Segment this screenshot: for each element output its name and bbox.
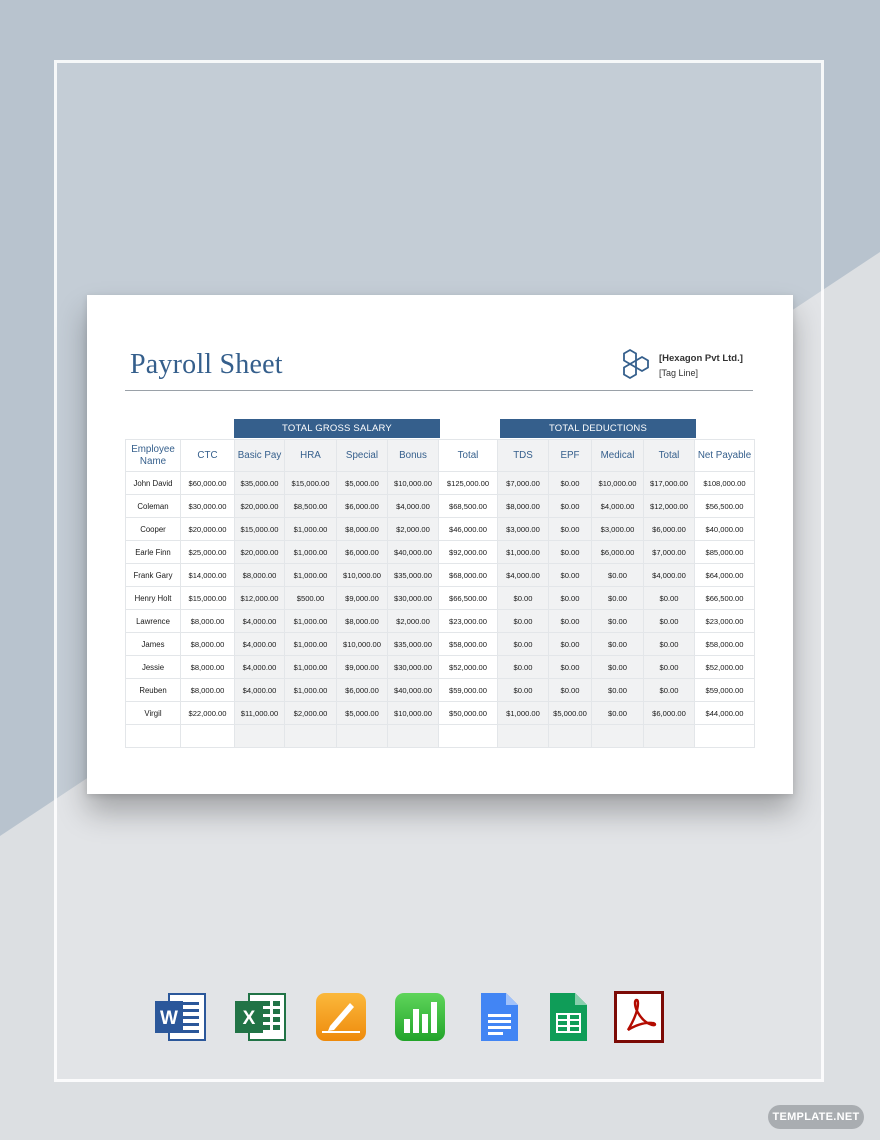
employee-name-cell: Virgil bbox=[126, 702, 181, 725]
table-cell: $6,000.00 bbox=[592, 541, 644, 564]
table-cell: $50,000.00 bbox=[439, 702, 498, 725]
employee-name-cell: Earle Finn bbox=[126, 541, 181, 564]
table-cell: $40,000.00 bbox=[695, 518, 755, 541]
table-cell: $6,000.00 bbox=[644, 518, 695, 541]
table-cell: $12,000.00 bbox=[235, 587, 285, 610]
table-cell: $17,000.00 bbox=[644, 472, 695, 495]
table-cell: $0.00 bbox=[592, 702, 644, 725]
table-cell: $0.00 bbox=[549, 564, 592, 587]
table-cell: $0.00 bbox=[592, 587, 644, 610]
employee-name-cell: John David bbox=[126, 472, 181, 495]
table-cell: $0.00 bbox=[549, 518, 592, 541]
table-cell: $8,000.00 bbox=[181, 633, 235, 656]
excel-icon[interactable] bbox=[233, 990, 287, 1044]
table-cell: $92,000.00 bbox=[439, 541, 498, 564]
table-cell: $0.00 bbox=[498, 587, 549, 610]
table-cell: $0.00 bbox=[498, 610, 549, 633]
column-header: Special bbox=[337, 440, 388, 472]
table-cell: $0.00 bbox=[498, 679, 549, 702]
google-docs-icon[interactable] bbox=[472, 990, 526, 1044]
table-cell: $60,000.00 bbox=[181, 472, 235, 495]
table-cell: $4,000.00 bbox=[592, 495, 644, 518]
empty-cell bbox=[126, 725, 181, 748]
table-cell: $23,000.00 bbox=[695, 610, 755, 633]
table-row bbox=[126, 610, 755, 633]
column-header: Net Payable bbox=[695, 440, 755, 472]
table-cell: $30,000.00 bbox=[181, 495, 235, 518]
pages-icon[interactable] bbox=[314, 990, 368, 1044]
table-cell: $1,000.00 bbox=[285, 541, 337, 564]
table-cell: $2,000.00 bbox=[285, 702, 337, 725]
table-cell: $0.00 bbox=[549, 633, 592, 656]
table-cell: $23,000.00 bbox=[439, 610, 498, 633]
table-cell: $68,500.00 bbox=[439, 495, 498, 518]
page-title: Payroll Sheet bbox=[130, 349, 283, 380]
table-cell: $30,000.00 bbox=[388, 656, 439, 679]
table-cell: $59,000.00 bbox=[695, 679, 755, 702]
total-gross-salary-header: TOTAL GROSS SALARY bbox=[234, 419, 440, 438]
table-cell: $4,000.00 bbox=[235, 610, 285, 633]
table-cell: $56,500.00 bbox=[695, 495, 755, 518]
table-cell: $0.00 bbox=[549, 541, 592, 564]
table-cell: $125,000.00 bbox=[439, 472, 498, 495]
table-cell: $4,000.00 bbox=[235, 679, 285, 702]
table-cell: $0.00 bbox=[592, 633, 644, 656]
table-cell: $6,000.00 bbox=[337, 679, 388, 702]
table-cell: $10,000.00 bbox=[388, 472, 439, 495]
empty-cell bbox=[235, 725, 285, 748]
employee-name-cell: Reuben bbox=[126, 679, 181, 702]
table-cell: $7,000.00 bbox=[498, 472, 549, 495]
table-cell: $10,000.00 bbox=[337, 564, 388, 587]
table-cell: $0.00 bbox=[644, 587, 695, 610]
table-cell: $52,000.00 bbox=[439, 656, 498, 679]
empty-cell bbox=[439, 725, 498, 748]
table-row bbox=[126, 587, 755, 610]
table-cell: $9,000.00 bbox=[337, 587, 388, 610]
table-cell: $0.00 bbox=[549, 472, 592, 495]
column-header: TDS bbox=[498, 440, 549, 472]
column-header: Employee Name bbox=[126, 440, 181, 472]
table-cell: $25,000.00 bbox=[181, 541, 235, 564]
table-cell: $8,000.00 bbox=[181, 656, 235, 679]
column-header: EPF bbox=[549, 440, 592, 472]
table-cell: $8,000.00 bbox=[181, 610, 235, 633]
word-letter: W bbox=[160, 1008, 178, 1029]
empty-cell bbox=[337, 725, 388, 748]
table-cell: $58,000.00 bbox=[439, 633, 498, 656]
table-cell: $108,000.00 bbox=[695, 472, 755, 495]
table-cell: $6,000.00 bbox=[337, 541, 388, 564]
table-cell: $35,000.00 bbox=[235, 472, 285, 495]
table-cell: $7,000.00 bbox=[644, 541, 695, 564]
company-name: [Hexagon Pvt Ltd.] bbox=[659, 353, 743, 364]
table-cell: $5,000.00 bbox=[337, 702, 388, 725]
table-cell: $500.00 bbox=[285, 587, 337, 610]
employee-name-cell: Frank Gary bbox=[126, 564, 181, 587]
table-cell: $85,000.00 bbox=[695, 541, 755, 564]
table-cell: $40,000.00 bbox=[388, 541, 439, 564]
watermark-badge: TEMPLATE.NET bbox=[768, 1105, 864, 1129]
table-row bbox=[126, 495, 755, 518]
adobe-pdf-icon[interactable] bbox=[612, 990, 666, 1044]
empty-cell bbox=[695, 725, 755, 748]
table-cell: $0.00 bbox=[498, 633, 549, 656]
table-cell: $10,000.00 bbox=[592, 472, 644, 495]
employee-name-cell: Henry Holt bbox=[126, 587, 181, 610]
table-row bbox=[126, 518, 755, 541]
table-cell: $35,000.00 bbox=[388, 564, 439, 587]
table-cell: $10,000.00 bbox=[337, 633, 388, 656]
table-cell: $20,000.00 bbox=[235, 541, 285, 564]
table-cell: $0.00 bbox=[549, 679, 592, 702]
table-cell: $11,000.00 bbox=[235, 702, 285, 725]
table-cell: $1,000.00 bbox=[498, 702, 549, 725]
table-cell: $52,000.00 bbox=[695, 656, 755, 679]
table-cell: $10,000.00 bbox=[388, 702, 439, 725]
table-cell: $15,000.00 bbox=[235, 518, 285, 541]
table-cell: $30,000.00 bbox=[388, 587, 439, 610]
table-cell: $0.00 bbox=[592, 610, 644, 633]
table-cell: $66,500.00 bbox=[439, 587, 498, 610]
table-cell: $9,000.00 bbox=[337, 656, 388, 679]
table-header-row bbox=[126, 440, 755, 472]
table-cell: $0.00 bbox=[644, 656, 695, 679]
hexagon-logo-icon bbox=[619, 348, 657, 384]
table-cell: $4,000.00 bbox=[388, 495, 439, 518]
format-icons-row bbox=[0, 990, 880, 1046]
table-cell: $14,000.00 bbox=[181, 564, 235, 587]
employee-name-cell: Coleman bbox=[126, 495, 181, 518]
table-row bbox=[126, 472, 755, 495]
table-cell: $8,000.00 bbox=[235, 564, 285, 587]
table-cell: $1,000.00 bbox=[285, 610, 337, 633]
excel-letter: X bbox=[242, 1008, 256, 1029]
table-cell: $0.00 bbox=[549, 656, 592, 679]
employee-name-cell: Lawrence bbox=[126, 610, 181, 633]
table-cell: $20,000.00 bbox=[235, 495, 285, 518]
table-cell: $58,000.00 bbox=[695, 633, 755, 656]
column-header: Medical bbox=[592, 440, 644, 472]
table-cell: $40,000.00 bbox=[388, 679, 439, 702]
table-cell: $66,500.00 bbox=[695, 587, 755, 610]
table-cell: $8,000.00 bbox=[181, 679, 235, 702]
table-cell: $5,000.00 bbox=[549, 702, 592, 725]
table-cell: $1,000.00 bbox=[285, 656, 337, 679]
table-cell: $0.00 bbox=[549, 610, 592, 633]
table-cell: $0.00 bbox=[644, 610, 695, 633]
table-cell: $22,000.00 bbox=[181, 702, 235, 725]
payroll-table bbox=[125, 439, 755, 748]
table-cell: $1,000.00 bbox=[285, 633, 337, 656]
document-page bbox=[87, 295, 793, 794]
tag-line: [Tag Line] bbox=[659, 368, 699, 378]
empty-cell bbox=[498, 725, 549, 748]
table-cell: $0.00 bbox=[549, 587, 592, 610]
table-cell: $0.00 bbox=[498, 656, 549, 679]
table-cell: $0.00 bbox=[592, 564, 644, 587]
table-cell: $1,000.00 bbox=[285, 564, 337, 587]
table-cell: $4,000.00 bbox=[498, 564, 549, 587]
empty-cell bbox=[644, 725, 695, 748]
table-row bbox=[126, 679, 755, 702]
table-cell: $8,500.00 bbox=[285, 495, 337, 518]
table-cell: $64,000.00 bbox=[695, 564, 755, 587]
table-cell: $6,000.00 bbox=[337, 495, 388, 518]
table-cell: $3,000.00 bbox=[498, 518, 549, 541]
table-cell: $0.00 bbox=[592, 679, 644, 702]
table-cell: $8,000.00 bbox=[337, 518, 388, 541]
word-icon[interactable] bbox=[153, 990, 207, 1044]
column-header: Total bbox=[439, 440, 498, 472]
table-cell: $1,000.00 bbox=[498, 541, 549, 564]
table-cell: $35,000.00 bbox=[388, 633, 439, 656]
google-sheets-icon[interactable] bbox=[541, 990, 595, 1044]
table-cell: $0.00 bbox=[592, 656, 644, 679]
table-cell: $2,000.00 bbox=[388, 518, 439, 541]
table-cell: $1,000.00 bbox=[285, 518, 337, 541]
empty-cell bbox=[285, 725, 337, 748]
table-row bbox=[126, 633, 755, 656]
table-cell: $59,000.00 bbox=[439, 679, 498, 702]
table-cell: $6,000.00 bbox=[644, 702, 695, 725]
table-cell: $0.00 bbox=[644, 633, 695, 656]
empty-cell bbox=[181, 725, 235, 748]
table-row bbox=[126, 656, 755, 679]
table-cell: $46,000.00 bbox=[439, 518, 498, 541]
employee-name-cell: James bbox=[126, 633, 181, 656]
table-row bbox=[126, 541, 755, 564]
table-cell: $68,000.00 bbox=[439, 564, 498, 587]
numbers-icon[interactable] bbox=[393, 990, 447, 1044]
title-divider bbox=[125, 390, 753, 391]
table-row bbox=[126, 702, 755, 725]
table-cell: $2,000.00 bbox=[388, 610, 439, 633]
table-cell: $8,000.00 bbox=[337, 610, 388, 633]
table-cell: $15,000.00 bbox=[285, 472, 337, 495]
table-row bbox=[126, 564, 755, 587]
table-cell: $4,000.00 bbox=[235, 633, 285, 656]
table-cell: $3,000.00 bbox=[592, 518, 644, 541]
empty-row bbox=[126, 725, 755, 748]
empty-cell bbox=[592, 725, 644, 748]
company-info bbox=[659, 353, 743, 378]
total-deductions-header: TOTAL DEDUCTIONS bbox=[500, 419, 696, 438]
employee-name-cell: Jessie bbox=[126, 656, 181, 679]
table-cell: $0.00 bbox=[549, 495, 592, 518]
employee-name-cell: Cooper bbox=[126, 518, 181, 541]
table-cell: $44,000.00 bbox=[695, 702, 755, 725]
table-cell: $0.00 bbox=[644, 679, 695, 702]
table-cell: $4,000.00 bbox=[235, 656, 285, 679]
column-header: HRA bbox=[285, 440, 337, 472]
table-cell: $8,000.00 bbox=[498, 495, 549, 518]
table-cell: $4,000.00 bbox=[644, 564, 695, 587]
table-cell: $5,000.00 bbox=[337, 472, 388, 495]
table-cell: $1,000.00 bbox=[285, 679, 337, 702]
column-header: Bonus bbox=[388, 440, 439, 472]
table-cell: $12,000.00 bbox=[644, 495, 695, 518]
empty-cell bbox=[388, 725, 439, 748]
table-cell: $20,000.00 bbox=[181, 518, 235, 541]
table-cell: $15,000.00 bbox=[181, 587, 235, 610]
empty-cell bbox=[549, 725, 592, 748]
column-header: Total bbox=[644, 440, 695, 472]
column-header: CTC bbox=[181, 440, 235, 472]
column-header: Basic Pay bbox=[235, 440, 285, 472]
